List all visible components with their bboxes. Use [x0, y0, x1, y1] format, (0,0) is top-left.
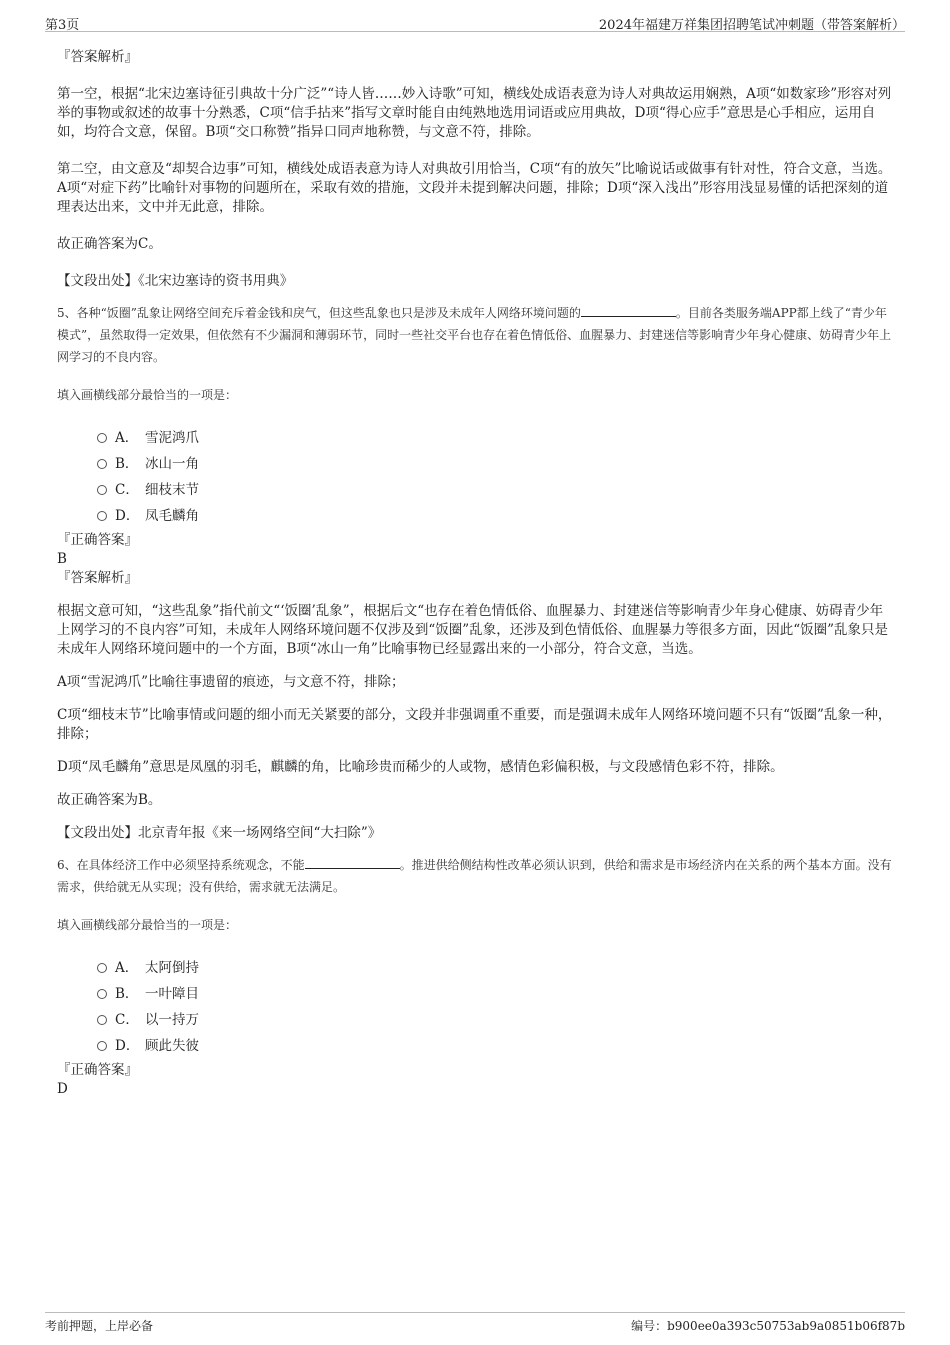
option-a[interactable]: A． 雪泥鸿爪 [97, 423, 892, 449]
radio-icon[interactable] [97, 1015, 107, 1025]
radio-icon[interactable] [97, 511, 107, 521]
question-prompt: 填入画横线部分最恰当的一项是： [57, 388, 238, 402]
radio-icon[interactable] [97, 963, 107, 973]
radio-icon[interactable] [97, 1041, 107, 1051]
analysis-paragraph: C项“细枝末节”比喻事情或问题的细小而无关紧要的部分，文段并非强调重不重要，而是强调未成年人网络环境问题不只有“饭圈”乱象一种，排除； [57, 707, 892, 742]
top-analysis [57, 48, 892, 291]
option-b[interactable]: B． 冰山一角 [97, 449, 892, 475]
analysis-label: 『答案解析』 [57, 49, 138, 65]
answer-section [57, 531, 892, 843]
option-d[interactable]: D． 凤毛麟角 [97, 501, 892, 527]
page-content [57, 48, 892, 1099]
analysis-paragraph: 根据文意可知，“这些乱象”指代前文“‘饭圈’乱象”，根据后文“也存在着色情低俗、血腥暴力、封建迷信等影响青少年身心健康、妨碍青少年上网学习的不良内容”可知，未成年人网络环境问题不仅涉及到“饭圈”乱象，还涉及到色情低俗、血腥暴力等很多方面，因此“饭圈”乱象只是未成年人网络环境问题中的一个方面，B项“冰山一角”比喻事物已经显露出来的一小部分，符合文意，当选。 [57, 603, 889, 657]
analysis-paragraph: 第二空，由文意及“却契合边事”可知，横线处成语表意为诗人对典故引用恰当，C项“有的放矢”比喻说话或做事有针对性，符合文意，当选。A项“对症下药”比喻针对事物的问题所在，采取有效的措施，文段并未提到解决问题，排除；D项“深入浅出”形容用浅显易懂的话把深刻的道理表达出来，文中并无此意，排除。 [57, 161, 892, 215]
question-stem: 5、各种“饭圈”乱象让网络空间充斥着金钱和戾气，但这些乱象也只是涉及未成年人网络环境问题的 。目前各类服务端APP都上线了“青少年模式”，虽然取得一定效果，但依然有不少漏洞和薄弱环节，同时一些社交平台也存在着色情低俗、血腥暴力、封建迷信等影响青少年身心健康、妨碍青少年上网学习的不良内容。 [57, 306, 892, 364]
answer-label: 『正确答案』 [57, 1062, 138, 1078]
radio-icon[interactable] [97, 485, 107, 495]
footer-slogan: 考前押题，上岸必备 [45, 1319, 154, 1333]
page-footer [45, 1312, 905, 1334]
analysis-paragraph: 第一空，根据“北宋边塞诗征引典故十分广泛”“诗人皆……妙入诗歌”可知，横线处成语表意为诗人对典故运用娴熟，A项“如数家珍”形容对列举的事物或叙述的故事十分熟悉，C项“信手拈来”指写文章时能自由纯熟地选用词语或应用典故，D项“得心应手”意思是心手相应，运用自如，均符合文意，保留。B项“交口称赞”指异口同声地称赞，与文意不符，排除。 [57, 86, 892, 140]
answer-section [57, 1061, 892, 1099]
answer-blank [305, 857, 400, 869]
option-a[interactable]: A． 太阿倒持 [97, 953, 892, 979]
page-header [45, 12, 905, 32]
analysis-paragraph: D项“凤毛麟角”意思是凤凰的羽毛，麒麟的角，比喻珍贵而稀少的人或物，感情色彩偏积极，与文段感情色彩不符，排除。 [57, 759, 784, 775]
option-list [97, 953, 892, 1057]
option-d[interactable]: D． 顾此失彼 [97, 1031, 892, 1057]
question-stem: 6、在具体经济工作中必须坚持系统观念，不能 。推进供给侧结构性改革必须认识到，供给和需求是市场经济内在关系的两个基本方面。没有需求，供给就无从实现；没有供给，需求就无法满足。 [57, 858, 892, 894]
source-citation: 【文段出处】北京青年报《来一场网络空间“大扫除”》 [57, 825, 382, 841]
correct-answer: B [57, 551, 67, 567]
option-b[interactable]: B． 一叶障目 [97, 979, 892, 1005]
document-id: 编号：b900ee0a393c50753ab9a0851b06f87b [631, 1319, 905, 1333]
page-number: 第3页 [45, 18, 80, 33]
answer-label: 『正确答案』 [57, 532, 138, 548]
correct-answer: D [57, 1081, 68, 1097]
analysis-conclusion: 故正确答案为B。 [57, 792, 162, 808]
question-5 [57, 302, 892, 843]
option-list [97, 423, 892, 527]
option-c[interactable]: C． 以一持万 [97, 1005, 892, 1031]
analysis-label: 『答案解析』 [57, 570, 138, 586]
source-citation: 【文段出处】《北宋边塞诗的资书用典》 [57, 273, 294, 289]
radio-icon[interactable] [97, 433, 107, 443]
radio-icon[interactable] [97, 459, 107, 469]
radio-icon[interactable] [97, 989, 107, 999]
analysis-conclusion: 故正确答案为C。 [57, 236, 162, 252]
question-6 [57, 854, 892, 1099]
analysis-paragraph: A项“雪泥鸿爪”比喻往事遗留的痕迹，与文意不符，排除； [57, 674, 405, 690]
document-title: 2024年福建万祥集团招聘笔试冲刺题（带答案解析） [598, 18, 905, 33]
answer-blank [581, 305, 676, 317]
option-c[interactable]: C． 细枝末节 [97, 475, 892, 501]
question-prompt: 填入画横线部分最恰当的一项是： [57, 918, 238, 932]
